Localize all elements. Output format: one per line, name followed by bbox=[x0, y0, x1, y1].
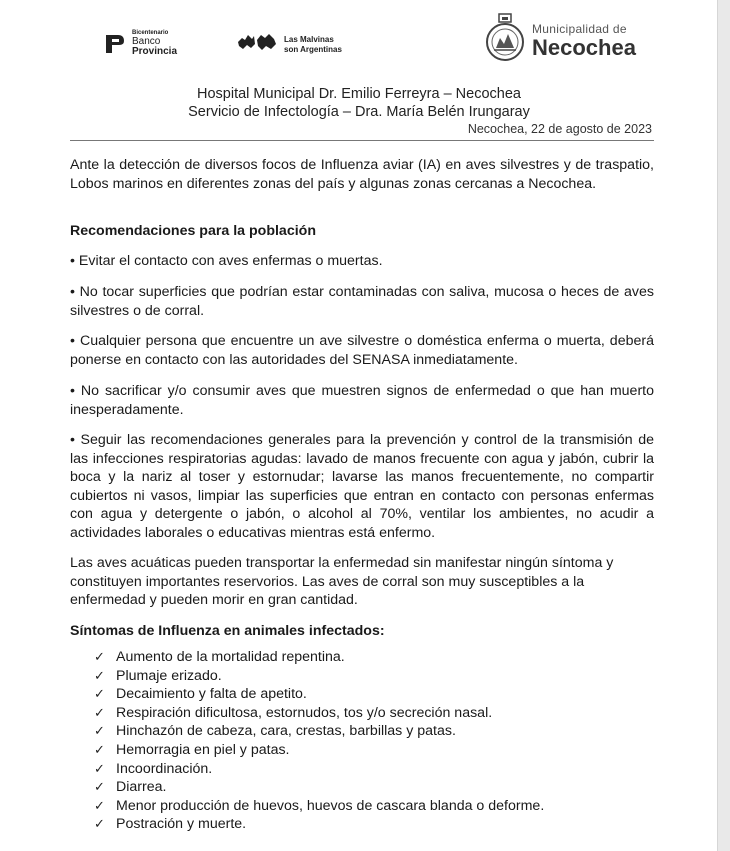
symptom-text: Hemorragia en piel y patas. bbox=[116, 741, 290, 758]
checkmark-icon: ✓ bbox=[94, 667, 105, 683]
list-item bbox=[94, 815, 544, 834]
recommendation-item: • No tocar superficies que podrían estar contaminadas con saliva, mucosa o heces de aves silvestres o de corral. bbox=[70, 283, 654, 320]
symptoms-title: Síntomas de Influenza en animales infectados: bbox=[70, 623, 385, 639]
list-item bbox=[94, 778, 544, 797]
waterfowl-paragraph: Las aves acuáticas pueden transportar la enfermedad sin manifestar ningún síntoma y constituyen importantes reservorios. Las aves de corral son muy susceptibles a la enfermedad y pueden morir en gran cantidad. bbox=[70, 555, 614, 608]
checkmark-icon: ✓ bbox=[94, 797, 105, 813]
symptom-text: Menor producción de huevos, huevos de cascara blanda o deforme. bbox=[116, 797, 545, 814]
page-edge bbox=[717, 0, 730, 851]
malvinas-logo bbox=[236, 30, 342, 59]
list-item bbox=[94, 685, 544, 704]
checkmark-icon: ✓ bbox=[94, 779, 105, 795]
list-item bbox=[94, 741, 544, 760]
symptoms-list bbox=[94, 648, 544, 834]
municipalidad-big-text: Necochea bbox=[532, 35, 636, 60]
banco-line1: Banco bbox=[132, 36, 161, 47]
checkmark-icon: ✓ bbox=[94, 760, 105, 776]
malvinas-islands-icon bbox=[236, 30, 278, 59]
symptom-text: Plumaje erizado. bbox=[116, 667, 222, 684]
list-item bbox=[94, 704, 544, 723]
banco-provincia-icon bbox=[104, 33, 126, 55]
checkmark-icon: ✓ bbox=[94, 649, 105, 664]
banco-bicentenario-text: Bicentenario bbox=[132, 30, 169, 36]
list-item bbox=[94, 797, 544, 816]
checkmark-icon: ✓ bbox=[94, 723, 105, 739]
intro-paragraph: Ante la detección de diversos focos de Influenza aviar (IA) en aves silvestres y de traspatio, Lobos marinos en diferentes zonas del país y algunas zonas cercanas a Necochea. bbox=[70, 157, 654, 192]
municipalidad-small-text: Municipalidad de bbox=[532, 22, 627, 36]
symptom-text: Decaimiento y falta de apetito. bbox=[116, 686, 307, 703]
symptom-text: Postración y muerte. bbox=[116, 816, 247, 833]
symptom-text: Incoordinación. bbox=[116, 760, 213, 777]
list-item bbox=[94, 760, 544, 779]
symptom-text: Aumento de la mortalidad repentina. bbox=[116, 649, 345, 665]
banco-line2: Provincia bbox=[132, 46, 178, 57]
banco-provincia-logo bbox=[104, 30, 177, 57]
checkmark-icon: ✓ bbox=[94, 741, 105, 757]
symptom-text: Hinchazón de cabeza, cara, crestas, barbillas y patas. bbox=[116, 723, 456, 740]
checkmark-icon: ✓ bbox=[94, 686, 105, 702]
symptom-text: Diarrea. bbox=[116, 779, 167, 796]
header-divider bbox=[70, 140, 654, 141]
service-title: Servicio de Infectología – Dra. María Belén Irungaray bbox=[188, 104, 530, 120]
list-item bbox=[94, 648, 544, 667]
malvinas-line1: Las Malvinas bbox=[284, 34, 334, 44]
recommendation-item: • Evitar el contacto con aves enfermas o muertas. bbox=[70, 252, 654, 271]
municipalidad-logo bbox=[484, 12, 636, 69]
checkmark-icon: ✓ bbox=[94, 816, 105, 832]
recommendation-item: • Seguir las recomendaciones generales para la prevención y control de la transmisión de las infecciones respiratorias agudas: lavado de manos frecuente con agua y jabón, cubrir la boca y la nariz al toser y estornudar; lavarse las manos frecuentemente, no compartir cubiertos ni vasos, limpiar las superficies que entran en contacto con personas enfermas con agua y detergente o jabón, o alcohol al 70%, ventilar los ambientes, no acudir a actividades laborales o educativas mientras está enfermo. bbox=[70, 431, 654, 542]
municipal-seal-icon bbox=[484, 12, 526, 69]
hospital-title: Hospital Municipal Dr. Emilio Ferreyra – Necochea bbox=[197, 86, 521, 102]
list-item bbox=[94, 722, 544, 741]
malvinas-line2: son Argentinas bbox=[284, 44, 342, 54]
symptom-text: Respiración dificultosa, estornudos, tos y/o secreción nasal. bbox=[116, 704, 493, 721]
checkmark-icon: ✓ bbox=[94, 704, 105, 720]
document-date: Necochea, 22 de agosto de 2023 bbox=[467, 122, 652, 136]
recommendation-item: • No sacrificar y/o consumir aves que muestren signos de enfermedad o que han muerto inesperadamente. bbox=[70, 382, 654, 419]
recommendations-title: Recomendaciones para la población bbox=[70, 223, 316, 239]
list-item bbox=[94, 667, 544, 686]
recommendation-item: • Cualquier persona que encuentre un ave silvestre o doméstica enferma o muerta, deberá ponerse en contacto con las autoridades del SENASA inmediatamente. bbox=[70, 332, 654, 369]
